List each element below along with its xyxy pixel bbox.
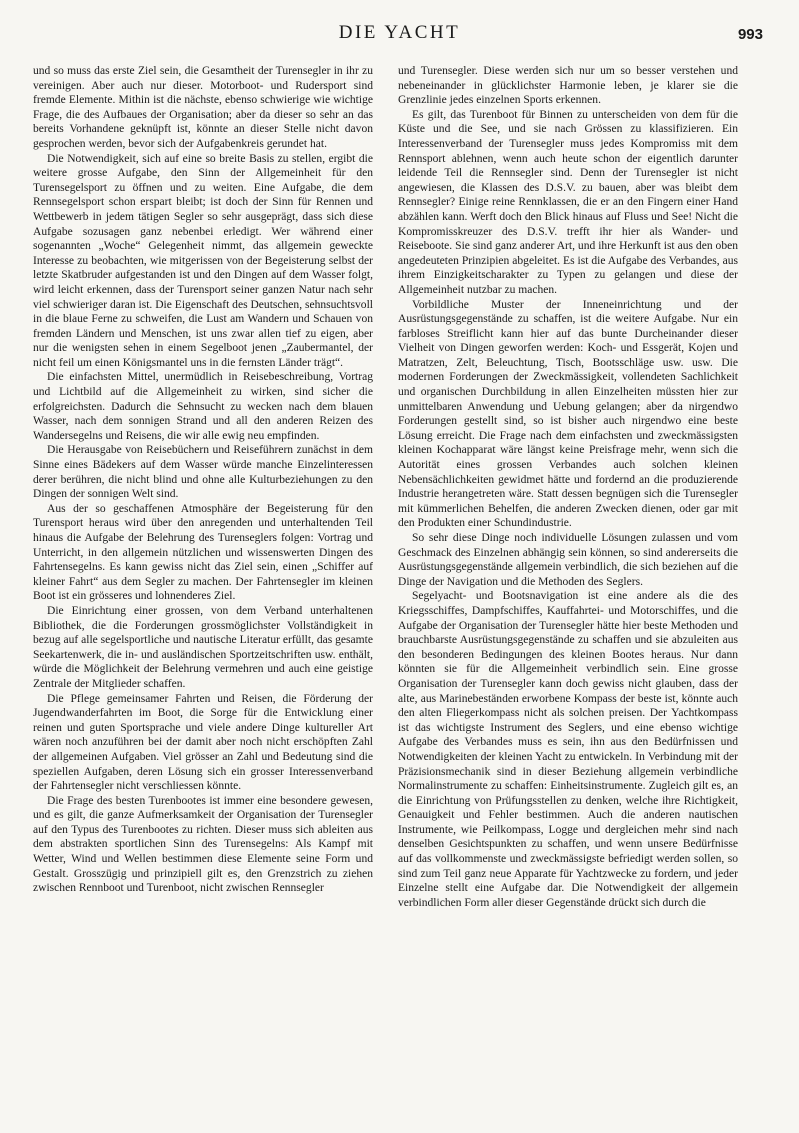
paragraph: Es gilt, das Turenboot für Binnen zu unterscheiden von dem für die Küste und die See, und sie nach Grössen zu klassifizieren. Ein Interessenverband der Turensegler muss jedes Kompromiss mit dem Rennsport ablehnen, wenn auch heute schon der eigentlich darunter leidende Teil die Rennsegler sind. Denn der Turensegler ist nicht angewiesen, die Klassen des D.S.V. zu bauen, aber was bleibt dem Rennsegler? Einige reine Rennklassen, die er an den Fingern einer Hand abzählen kann. Werft doch den Blick hinaus auf Fluss und See! Nicht die Kompromisskreuzer des D.S.V. trefft ihr hier als Wander- und Reiseboote. Sie sind ganz anderer Art, und ihre Herkunft ist aus den oben angedeuteten Prinzipien abgeleitet. Es ist die Aufgabe des Verbandes, aus ihrem Einzigkeitscharakter zu Typen zu gelangen und diese der Allgemeinheit nutzbar zu machen. xyxy=(398,108,738,296)
paragraph: Die einfachsten Mittel, unermüdlich in Reisebeschreibung, Vortrag und Lichtbild auf die Allgemeinheit zu wirken, sind sicher die erfolgreichsten. Dadurch die Sehnsucht zu wecken nach dem blauen Wasser, nach dem sonnigen Strand und all den anderen Reizen des Wandersegelns und Reisens, die wir alle ewig neu empfinden. xyxy=(33,371,373,442)
paragraph: So sehr diese Dinge noch individuelle Lösungen zulassen und vom Geschmack des Einzelnen abhängig sein können, so sind andererseits die Ausrüstungsgegenstände allgemein verbindlich, die sich beziehen auf die Dinge der Navigation und die Methoden des Seglers. xyxy=(398,532,738,588)
paragraph: Die Frage des besten Turenbootes ist immer eine besondere gewesen, und es gilt, die ganze Aufmerksamkeit der Organisation der Turensegler auf den Typus des Turenbootes zu richten. Dieser muss sich ableiten aus dem abstrakten sportlichen Sinn des Turensegelns: Als Kampf mit Wetter, Wind und Wellen bestimmen diese Elemente seine Form und Gestalt. Grosszügig und prinzipiell gilt es, den Grenzstrich zu ziehen zwischen Rennboot und Turenboot, nicht zwischen Rennsegler xyxy=(33,794,373,895)
right-text-column xyxy=(398,64,738,1114)
page-number: 993 xyxy=(737,26,763,43)
paragraph: Die Herausgabe von Reisebüchern und Reiseführern zunächst in dem Sinne eines Bädekers auf dem Wasser würde manche Einzelinteressen derer berühren, die nicht blind und ohne alle Kulturbeziehungen zu den Dingen der sonnigen Welt sind. xyxy=(33,444,373,501)
paragraph: und Turensegler. Diese werden sich nur um so besser verstehen und nebeneinander in glücklichster Harmonie leben, je klarer sie die Grenzlinie jedes einzelnen Sports erkennen. xyxy=(398,65,738,107)
left-text-column xyxy=(33,64,373,1114)
paragraph: Vorbildliche Muster der Inneneinrichtung und der Ausrüstungsgegenstände zu schaffen, ist die weitere Aufgabe. Nur ein farbloses Streiflicht kann hier auf das bunte Durcheinander dieser Vielheit von Dingen geworfen werden: Koch- und Essgerät, Kojen und Matratzen, Zelt, Beleuchtung, Tisch, Bootsschläge usw. usw. Die modernen Forderungen der Zweckmässigkeit, vollendeten Sachlichkeit und organischen Durchbildung in allen Einzelheiten müssten hier zur unmittelbaren Anwendung und Uebung gelangen; aber da nirgendwo Forderungen gestellt sind, so ist bisher auch nirgendwo eine beste Lösung erreicht. Die Frage nach dem einfachsten und zweckmässigsten kleinen Kochapparat wäre längst keine Preisfrage mehr, wenn sich die Autorität eines grossen Verbandes auch solchen kleinen Nebensächlichkeiten gewidmet hätte und fordernd an die produzierende Industrie herangetreten wäre. Statt dessen begnügen sich die Turensegler mit kümmerlichen Behelfen, die anderen Zwecken dienen, oder gar mit den Produkten einer Schundindustrie. xyxy=(398,298,738,530)
paragraph: Die Notwendigkeit, sich auf eine so breite Basis zu stellen, ergibt die weitere grosse Aufgabe, den Sinn der Allgemeinheit für den Turensegelsport zu öffnen und zu weiten. Eine Aufgabe, die dem Rennsegelsport schon erspart bleibt; ist doch der Sinn für Rennen und Wettbewerb in jedem tätigen Segler so sehr ausgeprägt, dass sich diese Aufgabe sozusagen ganz nebenbei erledigt. Wer während einer sogenannten „Woche“ Gelegenheit nimmt, das allgemein geweckte Interesse zu beobachten, wie mitgerissen von der Begeisterung selbst der letzte Skatbruder aufgestanden ist und den Dingen auf dem Wasser folgt, wird leicht erkennen, dass der Turensport seiner ganzen Natur nach sehr viel schwieriger daran ist. Die Eigenschaft des Deutschen, sehnsuchtsvoll in die blaue Ferne zu schweifen, die Lust am Wandern und Schauen von fremden Ländern und Menschen, ist uns zwar allen tief zu eigen, aber nur die wenigsten sehen in einem Segelboot jenen „Zaubermantel, der nicht feil um einen Königsmantel uns in die fernsten Länder trägt“. xyxy=(33,152,373,369)
paragraph: Aus der so geschaffenen Atmosphäre der Begeisterung für den Turensport heraus wird über den anregenden und unterhaltenden Teil hinaus die Aufgabe der Belehrung des Turenseglers folgen: Vortrag und Unterricht, in den allgemein nützlichen und wissenswerten Dingen des Fahrtensegelns. Es kann gewiss nicht das Ziel sein, einen „Schiffer auf kleiner Fahrt“ aus dem Segler zu machen. Der Fahrtensegler im kleinen Boot ist ein grösseres und lohnenderes Ziel. xyxy=(33,502,373,603)
paragraph: Die Pflege gemeinsamer Fahrten und Reisen, die Förderung der Jugendwanderfahrten im Boot, die Sorge für die Entwicklung einer reinen und guten Sportsprache und viele andere Dinge kultureller Art wären noch anzuführen bei der damit aber noch nicht erschöpften Zahl der allgemeinen Aufgaben. Viel grösser an Zahl und Bedeutung sind die speziellen Aufgaben, deren Lösung sich ein grosser Interessenverband der Fahrtensegler nicht verschliessen könnte. xyxy=(33,692,373,793)
paragraph: Segelyacht- und Bootsnavigation ist eine andere als die des Kriegsschiffes, Dampfschiffes, Kauffahrtei- und Motorschiffes, und die Aufgabe der Organisation der Turensegler hätte hier beste Methoden und brauchbarste Ausrüstungsgegenstände zu schaffen und sie abzuleiten aus den besonderen Bedingungen des kleinen Bootes heraus. Nur dann könnten sie für die Allgemeinheit verbindlich sein. Eine grosse Organisation der Turensegler kann doch gewiss nicht glauben, dass der alte, aus Marinebeständen erworbene Kompass der beste ist, könnte auch den alten Fliegerkompass nicht als solchen preisen. Der Yachtkompass ist das wichtigste Instrument des Seglers, und eine ebenso wichtige Aufgabe des Verbandes muss es sein, ihn aus den Bedürfnissen und Notwendigkeiten der kleinen Yacht zu entwickeln. In Verbindung mit der Präzisionsmechanik sind in dieser Beziehung allgemein verbindliche Normalinstrumente zu schaffen: Einheitsinstrumente. Zugleich gilt es, an die Einrichtung von Prüfungsstellen zu denken, welche ihre Richtigkeit, Genauigkeit und Fehler bestimmen. Auch die anderen nautischen Instrumente, wie Peilkompass, Logge und dergleichen mehr sind nach denselben Gesichtspunkten zu schaffen, und wenn unsere Bedürfnisse auf das vollkommenste und zweckmässigste befriedigt werden sollen, so sind zum Teil ganz neue Apparate für Yachtzwecke zu fordern, und jeder Einzelne stellt eine Aufgabe dar. Die Notwendigkeit der allgemein verbindlichen Form aller dieser Gegenstände drückt sich durch die xyxy=(398,590,738,909)
running-title: DIE YACHT xyxy=(338,22,461,43)
page-header xyxy=(32,22,767,50)
paragraph: Die Einrichtung einer grossen, von dem Verband unterhaltenen Bibliothek, die die Forderungen grossmöglichster Vollständigkeit in bezug auf alle segelsportliche und nautische Literatur erfüllt, das gesamte Seekartenwerk, die in- und ausländischen Sportzeitschriften usw. enthält, würde die Möglichkeit der Belehrung vermehren und auch eine geistige Zentrale der Mitglieder schaffen. xyxy=(33,604,373,690)
paragraph: und so muss das erste Ziel sein, die Gesamtheit der Turensegler in ihr zu vereinigen. Aber auch nur dieser. Motorboot- und Rudersport sind fremde Elemente. Mithin ist die nächste, ebenso schwierige wie wichtige Frage, die des Aufbaues der Organisation; aber da dieser so sehr an das bereits Vorhandene geknüpft ist, könnte an dieser Stelle nicht davon gesprochen werden, bevor sich der Aufgabenkreis gerundet hat. xyxy=(33,65,373,150)
